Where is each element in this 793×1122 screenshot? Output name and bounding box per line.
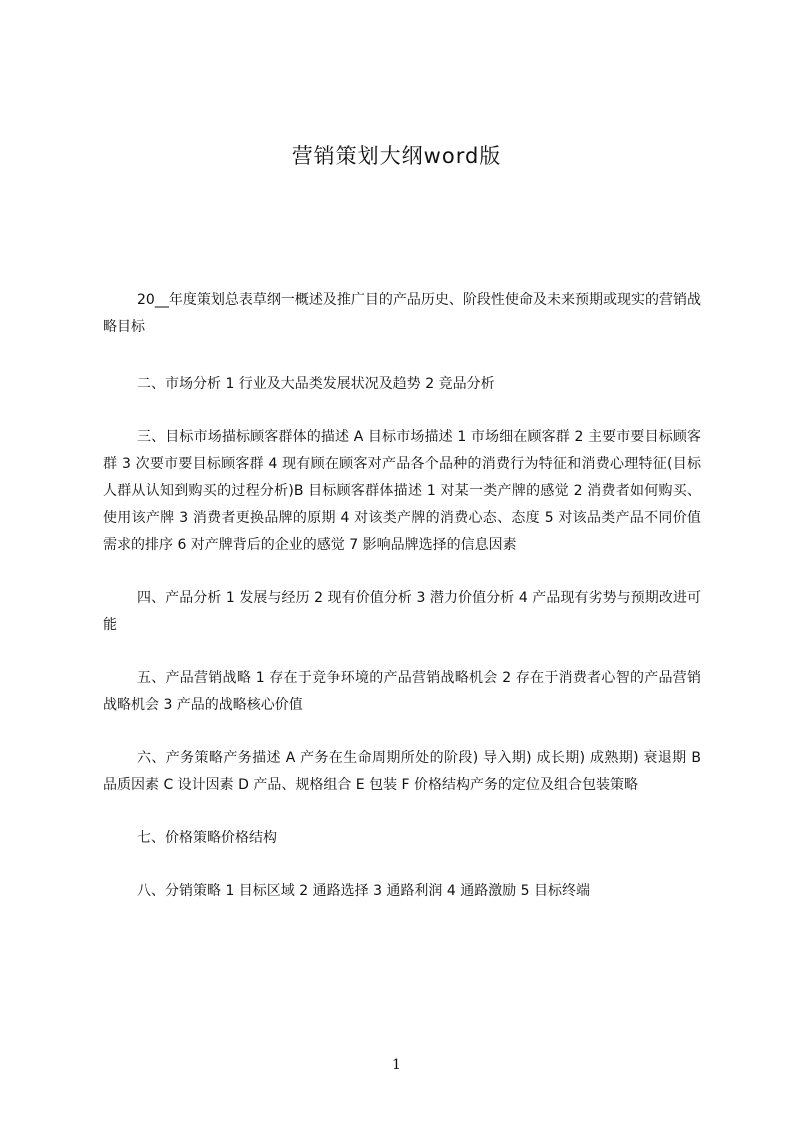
paragraph-price-strategy: 七、价格策略价格结构	[137, 830, 277, 846]
page-number: 1	[392, 1057, 401, 1073]
paragraph-target-market: 三、目标市场描标顾客群体的描述 A 目标市场描述 1 市场细在顾客群 2 主要市要目标顾客群 3 次要市要目标顾客群 4 现有顾在顾客对产品各个品种的消费行为特征和消费心理特征(目标人群从认知到购买的过程分析)B 目标顾客群体描述 1 对某一类产牌的感觉 2 消费者如何购买、使用该产牌 3 消费者更换品牌的原期 4 对该类产牌的消费心态、态度 5 对该品类产品不同价值需求的排序 6 对产牌背后的企业的感觉 7 影响品牌选择的信息因素	[103, 429, 701, 553]
paragraph-product-strategy: 六、产务策略产务描述 A 产务在生命周期所处的阶段) 导入期) 成长期) 成熟期) 衰退期 B 品质因素 C 设计因素 D 产品、规格组合 E 包装 F 价格结构产务的定位及组合包装策略	[103, 750, 701, 793]
document-body	[103, 287, 701, 931]
paragraph-distribution-strategy: 八、分销策略 1 目标区域 2 通路选择 3 通路利润 4 通路激励 5 目标终端	[137, 883, 591, 899]
paragraph-product-analysis: 四、产品分析 1 发展与经历 2 现有价值分析 3 潜力价值分析 4 产品现有劣势与预期改进可能	[103, 590, 701, 633]
paragraph-marketing-strategy: 五、产品营销战略 1 存在于竞争环境的产品营销战略机会 2 存在于消费者心智的产品营销战略机会 3 产品的战略核心价值	[103, 670, 701, 713]
paragraph-market-analysis: 二、市场分析 1 行业及大品类发展状况及趋势 2 竞品分析	[137, 376, 495, 392]
document-title: 营销策划大纲word版	[291, 144, 502, 168]
paragraph-overview: 20__年度策划总表草纲一概述及推广目的产品历史、阶段性使命及未来预期或现实的营销战略目标	[103, 292, 701, 335]
